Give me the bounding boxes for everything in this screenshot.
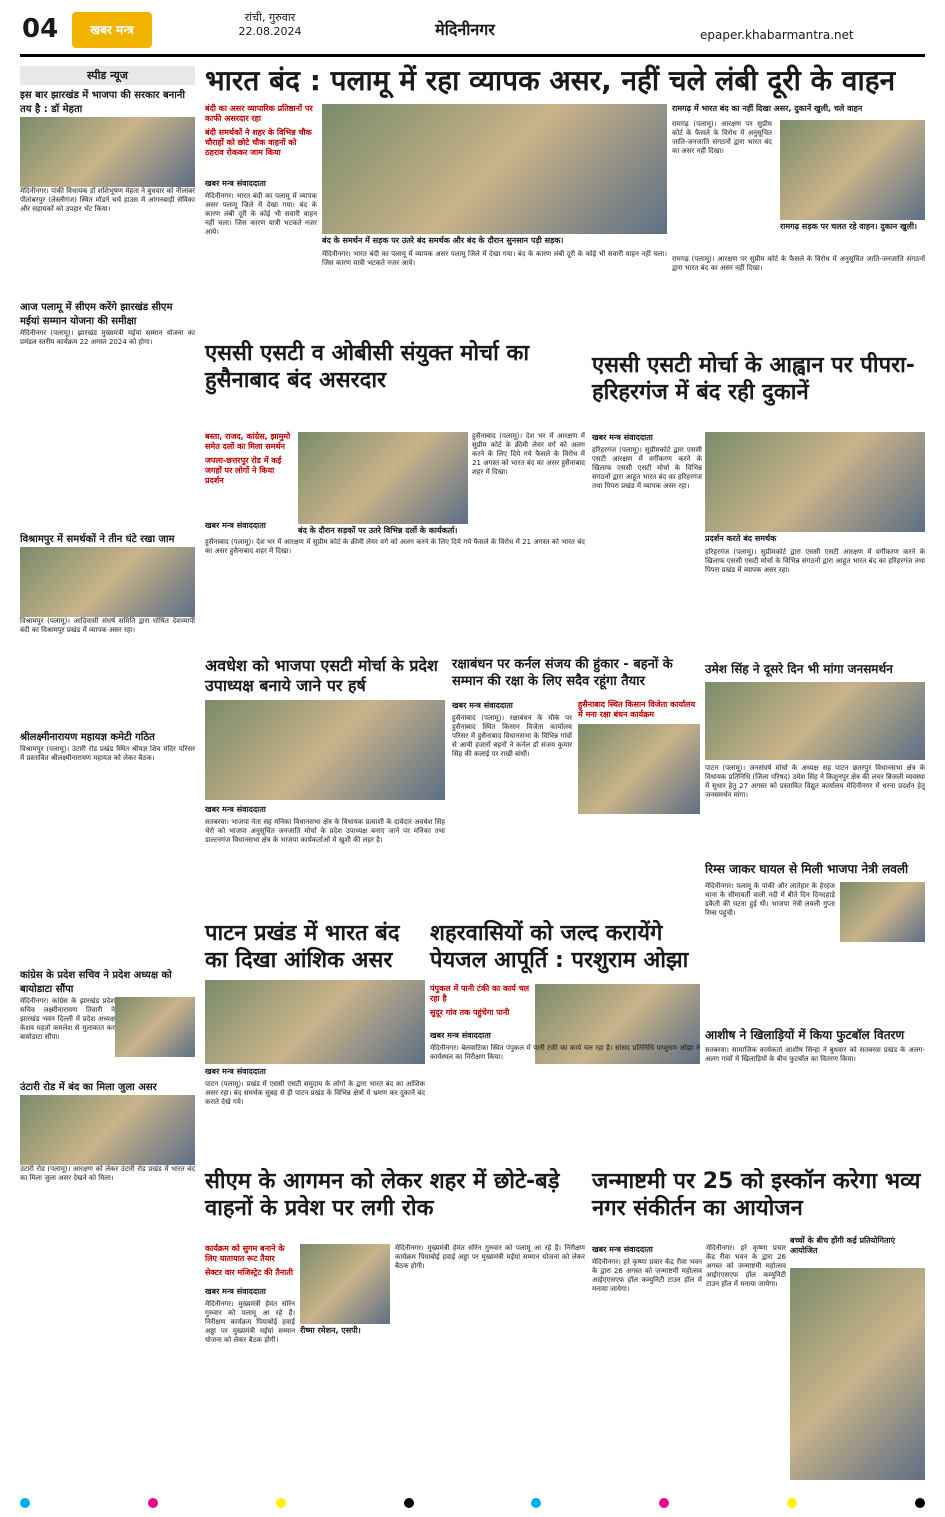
story10-headline: शहरवासियों को जल्द करायेंगे पेयजल आपूर्ति : परशुराम ओझा xyxy=(430,921,689,973)
left-story-3-photo xyxy=(20,547,195,617)
story2-bullets xyxy=(205,432,295,486)
lead-byline: खबर मन्त्र संवाददाता xyxy=(205,179,266,188)
story10-bullet-1: पंपुकल में पानी टंकी का कार्य चल रहा है xyxy=(430,984,530,1003)
story3-photo xyxy=(705,432,925,532)
story3-byline: खबर मन्त्र संवाददाता xyxy=(592,433,653,442)
lead-side-photo xyxy=(780,120,925,220)
city-day: रांची, गुरुवार xyxy=(244,11,296,24)
story8-title: आशीष ने खिलाड़ियों में किया फुटबॉल वितरण xyxy=(705,1028,905,1042)
lead-bullet-2: बंदी समर्थकों ने शहर के विभिन्न चौक चौराहों को छोटे चौक वाहनों को ठहराव रोककर जाम किया xyxy=(205,128,312,157)
brand-logo: खबर मन्त्र xyxy=(72,12,152,48)
left-story-1-title: इस बार झारखंड में भाजपा की सरकार बनानी तय है : डॉ मेहता xyxy=(20,90,185,115)
story11-bullet-2: सेक्टर वार मजिस्ट्रेट की तैनाती xyxy=(205,1268,293,1277)
yellow-dot xyxy=(787,1498,797,1508)
lead-body: मेदिनीनगर। भारत बंदी का पलामू में व्यापक असर पलामू जिले में देखा गया। बंद के कारण लंबी दूरी के कोई भी सवारी वाहन नहीं चला। जिस कारण यात्री भटकते नजर आये। xyxy=(205,192,317,236)
story11-headline: सीएम के आगमन को लेकर शहर में छोटे-बड़े वाहनों के प्रवेश पर लगी रोक xyxy=(205,1169,560,1221)
left-story-2-body: मेदिनीनगर (पलामू)। झारखंड मुख्यमंत्री मईयां सम्मान योजना का प्रमंडल स्तरीय कार्यक्रम 22 अगस्त 2024 को होगा। xyxy=(20,329,195,346)
story5-headline: रक्षाबंधन पर कर्नल संजय की हुंकार - बहनों के सम्मान की रक्षा के लिए सदैव रहूंगा तैयार xyxy=(452,657,673,689)
story2-body-cont: हुसैनाबाद (पलामू)। देश भर में आरक्षण में सुप्रीम कोर्ट के क्रीमी लेयर वर्ग को अलग करने के लिए दिये गये फैसले के विरोध में 21 अगस्त को भारत बंद का असर हुसैनाबाद शहर में दिखा। xyxy=(472,432,585,476)
left-story-2-title: आज पलामू में सीएम करेंगे झारखंड सीएम मईयां सम्मान योजना की समीक्षा xyxy=(20,302,173,327)
story7-body: मेदिनीनगर। पलामू के पांकी और लातेहार के हेरहंज थाना के सीमावर्ती वाली नदी में बीते दिन दिनदहाड़े डकैती की घटना हुई थी। भाजपा नेत्री लवली गुप्ता रिम्स पहुंची। xyxy=(705,882,835,917)
section-tag: स्पीड न्यूज xyxy=(20,66,195,85)
left-story-3-title: विश्रामपुर में समर्थकों ने तीन घंटे रखा जाम xyxy=(20,534,175,545)
left-column xyxy=(20,66,195,1486)
left-story-5-photo xyxy=(115,997,195,1057)
story2-caption: बंद के दौरान सड़कों पर उतरे विभिन्न दलों के कार्यकर्ता। xyxy=(298,526,458,535)
lead-headline: भारत बंद : पलामू में रहा व्यापक असर, नहीं चले लंबी दूरी के वाहन xyxy=(205,64,896,97)
story11-photo xyxy=(300,1244,390,1324)
story9-headline: पाटन प्रखंड में भारत बंद का दिखा आंशिक असर xyxy=(205,921,400,973)
story12-body: मेदिनीनगर। हरे कृष्णा प्रचार केंद्र रीवा भवन के द्वारा 26 अगस्त को जन्माष्टमी महोत्सव आईएएसएफ हॉल कम्युनिटी टाउन हॉल में मनाया जायेगा। xyxy=(592,1258,702,1293)
story3-body-cont: हरिहरगंज (पलामू)। सुप्रीमकोर्ट द्वारा एससी एसटी आरक्षण में वर्गीकरण करने के खिलाफ एससी एसटी मोर्चा के विभिन्न संगठनों द्वारा आहूत भारत बंद का हरिहरगंज तथा पिपरा प्रखंड में व्यापक असर रहा। xyxy=(705,548,925,574)
lead-photo-caption: बंद के समर्थन में सड़क पर उतरे बंद समर्थक और बंद के दौरान सुनसान पड़ी सड़क। xyxy=(322,236,564,245)
story4-headline: अवधेश को भाजपा एसटी मोर्चा के प्रदेश उपाध्यक्ष बनाये जाने पर हर्ष xyxy=(205,656,438,695)
story11-photo-caption: रीष्मा रमेशन, एसपी। xyxy=(300,1326,361,1335)
dateline xyxy=(230,10,310,38)
story9-byline: खबर मन्त्र संवाददाता xyxy=(205,1067,266,1076)
story6-photo xyxy=(705,682,925,760)
lead-side-caption: रामगढ़ सड़क पर चलत रहे वाहन। दुकान खुली। xyxy=(780,222,918,231)
magenta-dot xyxy=(148,1498,158,1508)
story5-body: हुसैनाबाद (पलामू)। रक्षाबंधन के मौके पर हुसैनाबाद स्थित किसान विजेता कार्यालय परिसर में हुसैनाबाद विधानसभा के विभिन्न गांवों से आयी हजारों बहनों ने कर्नल डॉ संजय कुमार सिंह की कलाई पर राखी बांधी। xyxy=(452,714,572,758)
story2-headline: एससी एसटी व ओबीसी संयुक्त मोर्चा का हुसैनाबाद बंद असरदार xyxy=(205,341,530,393)
story9-photo xyxy=(205,980,425,1064)
cyan-dot xyxy=(20,1498,30,1508)
story12-subhead: बच्चों के बीच होंगी कई प्रतियोगिताएं आयोजित xyxy=(790,1236,896,1255)
story4-byline: खबर मन्त्र संवाददाता xyxy=(205,805,266,814)
story11-body-cont: मेदिनीनगर। मुख्यमंत्री हेमंत सोरेन गुरुवार को पलामू आ रहे हैं। निरीक्षण कार्यक्रम पियाबोई हवाई अड्डा पर मुख्यमंत्री मईयां सम्मान योजना को लेकर बैठक होगी। xyxy=(395,1244,585,1270)
story6-title: उमेश सिंह ने दूसरे दिन भी मांगा जनसमर्थन xyxy=(705,662,893,676)
story2-bullet-1: बस्ता, राजद, कांग्रेस, झामुमो समेत दलों का मिला समर्थन xyxy=(205,432,291,451)
cyan-dot xyxy=(531,1498,541,1508)
story2-body: हुसैनाबाद (पलामू)। देश भर में आरक्षण में सुप्रीम कोर्ट के क्रीमी लेयर वर्ग को अलग करने के लिए दिये गये फैसले के विरोध में 21 अगस्त को भारत बंद का असर हुसैनाबाद शहर में दिखा। xyxy=(205,538,585,555)
color-registration-marks xyxy=(20,1498,925,1510)
story7-photo xyxy=(840,882,925,942)
masthead xyxy=(0,0,945,60)
lead-side-body-cont: रामगढ़ (पलामू)। आरक्षण पर सुप्रीम कोर्ट के फैसले के विरोध में अनुसूचित जाति-जनजाति संगठनों द्वारा भारत बंद का असर नहीं दिखा। xyxy=(672,255,925,272)
left-story-3-body: विश्रामपुर (पलामू)। आदिवासी संघर्ष समिति द्वारा घोषित देशव्यापी बंदी का विश्रामपुर प्रखंड में व्यापक असर रहा। xyxy=(20,617,195,634)
story5-photo xyxy=(578,724,700,814)
story11-bullet-1: कार्यक्रम को सुगम बनाने के लिए यातायात रूट तैयार xyxy=(205,1244,285,1263)
story2-byline: खबर मन्त्र संवाददाता xyxy=(205,521,266,530)
edition-name: मेदिनीनगर xyxy=(435,20,495,39)
magenta-dot xyxy=(659,1498,669,1508)
lead-bullets xyxy=(205,104,317,158)
yellow-dot xyxy=(276,1498,286,1508)
site-url[interactable]: epaper.khabarmantra.net xyxy=(700,28,854,42)
story4-photo xyxy=(205,700,445,800)
lead-photo xyxy=(322,104,667,234)
story5-byline: खबर मन्त्र संवाददाता xyxy=(452,701,513,710)
story11-body: मेदिनीनगर। मुख्यमंत्री हेमंत सोरेन गुरुवार को पलामू आ रहे हैं। निरीक्षण कार्यक्रम पियाबोई हवाई अड्डा पर मुख्यमंत्री मईयां सम्मान योजना को लेकर बैठक होगी। xyxy=(205,1300,295,1344)
story4-body: सतबरवा। भाजपा नेता सह मनिका विधानसभा क्षेत्र के विधायक प्रत्याशी के दावेदार अवधेश सिंह चेरो को भाजपा अनुसूचित जनजाति मोर्चा के प्रदेश उपाध्यक्ष बनाए जाने पर मनिका तथा डाल्टनगंज विधानसभा क्षेत्र के भाजपा कार्यकर्ताओं में खुशी की लहर है। xyxy=(205,818,445,844)
left-story-5-body: मेदिनीनगर। कांग्रेस के झारखंड प्रदेश सचिव लक्ष्मीनारायण तिवारी ने झारखंड भवन दिल्ली में प्रदेश अध्यक्ष केशव महतो कमलेश से मुलाकात कर बायोडाटा सौंपा। xyxy=(20,997,115,1041)
story12-photo xyxy=(790,1268,925,1480)
story12-headline: जन्माष्टमी पर 25 को इस्कॉन करेगा भव्य नगर संकीर्तन का आयोजन xyxy=(592,1169,921,1221)
lead-side-body: रामगढ़ (पलामू)। आरक्षण पर सुप्रीम कोर्ट के फैसले के विरोध में अनुसूचित जाति-जनजाति संगठनों द्वारा भारत बंद का असर नहीं दिखा। xyxy=(672,120,772,155)
story11-byline: खबर मन्त्र संवाददाता xyxy=(205,1287,266,1296)
story10-byline: खबर मन्त्र संवाददाता xyxy=(430,1031,491,1040)
lead-bullet-1: बंदी का असर व्यापारिक प्रतिष्ठानों पर काफी असरदार रहा xyxy=(205,104,313,123)
page-number: 04 xyxy=(22,14,59,44)
story2-bullet-2: जपला-छत्तरपुर रोड में कई जगहों पर लोगों ने किया प्रदर्शन xyxy=(205,456,282,485)
story12-body-cont: मेदिनीनगर। हरे कृष्णा प्रचार केंद्र रीवा भवन के द्वारा 26 अगस्त को जन्माष्टमी महोत्सव आईएएसएफ हॉल कम्युनिटी टाउन हॉल में मनाया जायेगा। xyxy=(706,1244,786,1288)
story12-byline: खबर मन्त्र संवाददाता xyxy=(592,1245,653,1254)
story3-headline: एससी एसटी मोर्चा के आह्वान पर पीपरा-हरिहरगंज में बंद रही दुकानें xyxy=(592,353,915,405)
left-story-4-title: श्रीलक्ष्मीनारायण महायज्ञ कमेटी गठित xyxy=(20,732,155,743)
left-story-6-photo xyxy=(20,1095,195,1165)
date: 22.08.2024 xyxy=(238,25,302,38)
story10-bullets xyxy=(430,984,530,1018)
left-story-6-title: उंटारी रोड में बंद का मिला जुला असर xyxy=(20,1082,157,1093)
left-story-6-body: उंटारी रोड (पलामू)। आरक्षण को लेकर उंटारी रोड प्रखंड में भारत बंद का मिला जुला असर देखने को मिला। xyxy=(20,1165,195,1182)
left-story-4-body: विश्रामपुर (पलामू)। उंटारी रोड प्रखंड स्थित श्रीयज्ञ शिव मंदिर परिसर में प्रस्तावित श्रीलक्ष्मीनारायण महायज्ञ को लेकर बैठक। xyxy=(20,745,195,762)
story10-bullet-2: सुदूर गांव तक पहुंचेगा पानी xyxy=(430,1008,510,1017)
story9-body: पाटन (पलामू)। प्रखंड में एससी एसटी समुदाय के लोगों के द्वारा भारत बंद का आंशिक असर रहा। बंद समर्थक सुबह से ही पाटन प्रखंड के विभिन्न क्षेत्रों में भ्रमण कर दुकानें बंद कराते देखे गये। xyxy=(205,1080,425,1106)
left-story-5-title: कांग्रेस के प्रदेश सचिव ने प्रदेश अध्यक्ष को बायोडाटा सौंपा xyxy=(20,970,172,995)
left-story-1-body: मेदिनीनगर। पांकी विधायक डॉ शशिभूषण मेहता ने बुधवार को नीलांबर पीतांबरपुर (लेस्लीगंज) स्थित मॉडर्न चर्च हाउस में आंगनबाड़ी सेविका और सहायकों को उपहार भेंट किया। xyxy=(20,187,195,213)
left-story-1-photo xyxy=(20,117,195,187)
lead-side-title: रामगढ़ में भारत बंद का नहीं दिखा असर, दुकानें खुली, चले वाहन xyxy=(672,104,863,113)
masthead-rule xyxy=(20,54,925,57)
story11-bullets xyxy=(205,1244,295,1278)
story6-body: पाटन (पलामू)। जनसंघर्ष मोर्चा के अध्यक्ष सह पाटन छतरपुर विधानसभा क्षेत्र के विधायक प्रतिनिधि (जिला परिषद) उमेश सिंह ने किशुनपुर क्षेत्र की लचर बिजली व्यवस्था में सुधार हेतु 27 अगस्त को प्रस्तावित विद्युत कार्यालय मेदिनीनगर में धरना प्रदर्शन हेतु जनसमर्थन मांगा। xyxy=(705,764,925,799)
lead-body-cont: मेदिनीनगर। भारत बंदी का पलामू में व्यापक असर पलामू जिले में देखा गया। बंद के कारण लंबी दूरी के कोई भी सवारी वाहन नहीं चला। जिस कारण यात्री भटकते नजर आये। xyxy=(322,250,667,267)
story10-body: मेदिनीनगर। बेलवाटिका स्थित पंपुकल में पानी टंकी का कार्य चल रहा है। सांसद प्रतिनिधि परशुराम ओझा ने कार्यस्थल का निरीक्षण किया। xyxy=(430,1044,700,1061)
story2-photo xyxy=(298,432,468,524)
black-dot xyxy=(915,1498,925,1508)
story3-body: हरिहरगंज (पलामू)। सुप्रीमकोर्ट द्वारा एससी एसटी आरक्षण में वर्गीकरण करने के खिलाफ एससी एसटी मोर्चा के विभिन्न संगठनों द्वारा आहूत भारत बंद का हरिहरगंज तथा पिपरा प्रखंड में व्यापक असर रहा। xyxy=(592,446,702,490)
story7-title: रिम्स जाकर घायल से मिली भाजपा नेत्री लवली xyxy=(705,862,909,876)
story5-caption: हुसैनाबाद स्थित किसान विजेता कार्यालय में मना रक्षा बंधन कार्यक्रम xyxy=(578,700,696,719)
black-dot xyxy=(404,1498,414,1508)
story8-body: सतबरवा। सामाजिक कार्यकर्ता आशीष सिन्हा ने बुधवार को सतबरवा प्रखंड के अलग-अलग गांवों में खिलाड़ियों के बीच फुटबॉल का वितरण किया। xyxy=(705,1046,925,1063)
story3-caption: प्रदर्शन करते बंद समर्थक xyxy=(705,534,777,543)
